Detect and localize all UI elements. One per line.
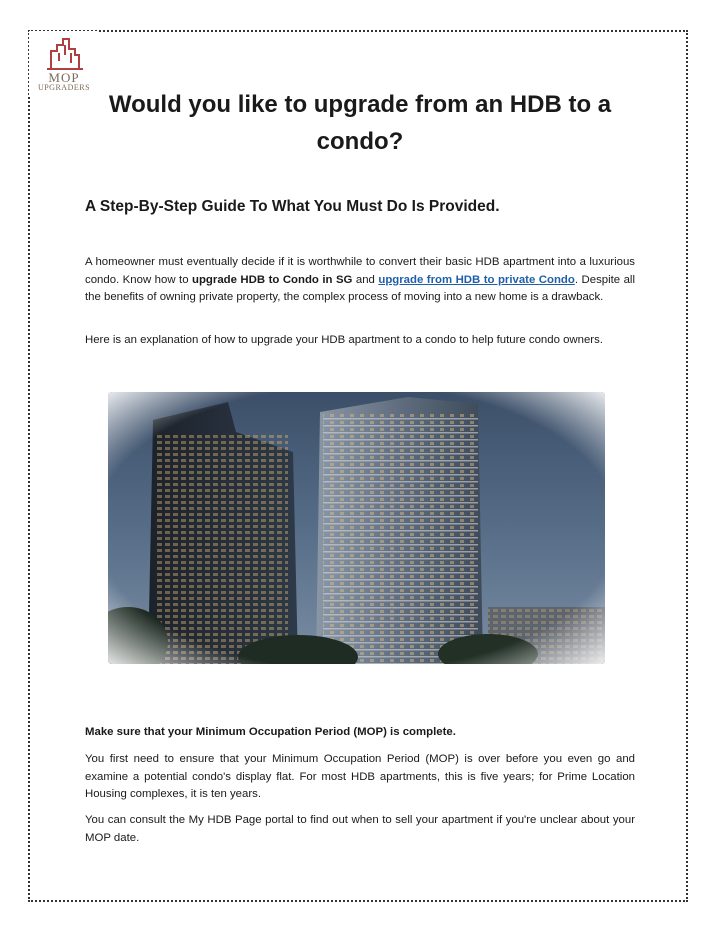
intro-text-before: A homeowner must eventually decide if it is worthwhile to convert their basic HDB apartment into a luxurious condo. Know how to xyxy=(85,256,635,286)
subtitle: A Step-By-Step Guide To What You Must Do Is Provided. xyxy=(85,198,500,215)
intro-and: and xyxy=(352,273,379,286)
mop-paragraph-1: You first need to ensure that your Minimum Occupation Period (MOP) is over before you even go and examine a potential condo's display flat. For most HDB apartments, this is five years; for Prime Location Housing complexes, it is ten years. xyxy=(85,753,635,800)
intro-paragraph xyxy=(85,254,635,307)
explanation-paragraph: Here is an explanation of how to upgrade your HDB apartment to a condo to help future condo owners. xyxy=(85,334,603,346)
mop-paragraph-2: You can consult the My HDB Page portal to find out when to sell your apartment if you're unclear about your MOP date. xyxy=(85,814,635,844)
mop-section-heading: Make sure that your Minimum Occupation Period (MOP) is complete. xyxy=(85,726,456,738)
intro-bold-phrase: upgrade HDB to Condo in SG xyxy=(192,273,353,286)
page-title: Would you like to upgrade from an HDB to a condo? xyxy=(108,91,612,155)
condo-towers-photo xyxy=(108,392,605,664)
logo-line1: MOP xyxy=(48,70,80,85)
logo-line2: UPGRADERS xyxy=(37,83,91,92)
upgrade-private-condo-link[interactable]: upgrade from HDB to private Condo xyxy=(378,273,575,286)
intro-text-after: . Despite all the benefits of owning private property, the complex process of moving into a new home is a drawback. xyxy=(85,273,635,303)
building-skyline-icon xyxy=(29,31,99,73)
